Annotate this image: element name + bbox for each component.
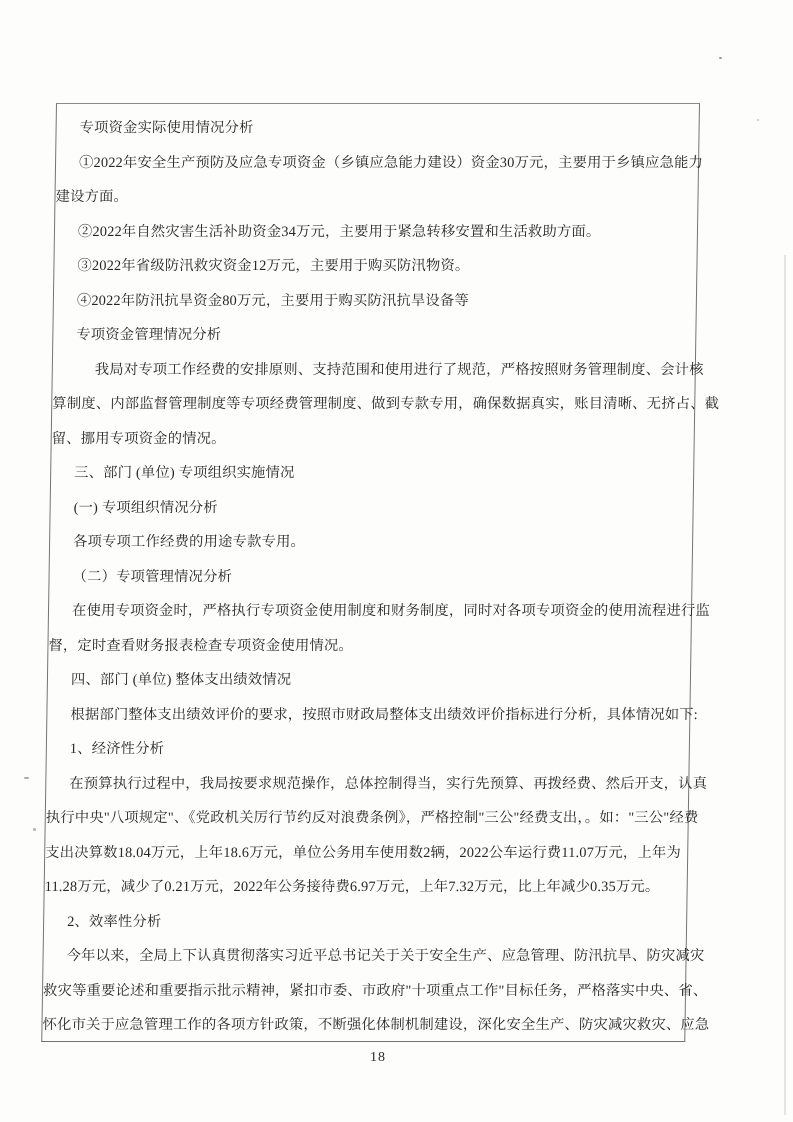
- paragraph-line: ①2022年安全生产预防及应急专项资金（乡镇应急能力建设）资金30万元，主要用于乡镇应急能力: [78, 154, 704, 171]
- paragraph-line: 建设方面。: [55, 189, 129, 205]
- paragraph-line: 根据部门整体支出绩效评价的要求，按照市财政局整体支出绩效评价指标进行分析，具体情况如下:: [70, 706, 699, 723]
- document-table-cell: [41, 103, 720, 1042]
- paragraph-line: 算制度、内部监督管理制度等专项经费管理制度、做到专款专用，确保数据真实，账目清晰、无挤占、截: [52, 396, 720, 412]
- paragraph-line: 救灾等重要论述和重要指示批示精神，紧扣市委、市政府"十项重点工作"目标任务，严格落实中央、省、: [42, 982, 708, 999]
- scan-speck: [33, 828, 36, 831]
- paragraph-line: 11.28万元，减少了0.21万元，2022年公务接待费6.97万元，上年7.32万元，比上年减少0.35万元。: [44, 879, 660, 895]
- paragraph-line: 各项专项工作经费的用途专款专用。: [72, 534, 306, 550]
- paragraph-line: 我局对专项工作经费的安排原则、支持范围和使用进行了规范，严格按照财务管理制度、会计核: [94, 361, 704, 378]
- subsection-heading-line: （二）专项管理情况分析: [72, 568, 233, 585]
- paragraph-line: 支出决算数18.04万元，上年18.6万元，单位公务用车使用数2辆，2022公车运行费11.07万元，上年为: [45, 844, 682, 861]
- subsection-heading-line: (一) 专项组织情况分析: [73, 499, 218, 516]
- scan-speck: [757, 119, 759, 121]
- paragraph-line: 留、挪用专项资金的情况。: [51, 430, 226, 447]
- subsection-heading-line: 专项资金实际使用情况分析: [79, 120, 254, 136]
- paragraph-line: ③2022年省级防汛救灾资金12万元，主要用于购买防汛物资。: [77, 258, 470, 274]
- subsection-heading-line: 专项资金管理情况分析: [76, 327, 222, 343]
- subsection-heading-line: 2、效率性分析: [67, 913, 162, 930]
- scan-speck: [24, 777, 29, 779]
- paragraph-line: 怀化市关于应急管理工作的各项方针政策，不断强化体制机制建设，深化安全生产、防灾减灾救灾、应急: [42, 1017, 710, 1033]
- paragraph-line: ②2022年自然灾害生活补助资金34万元，主要用于紧急转移安置和生活救助方面。: [77, 223, 601, 240]
- paragraph-line: 督，定时查看财务报表检查专项资金使用情况。: [48, 637, 354, 654]
- section-heading-line: 三、部门 (单位) 专项组织实施情况: [74, 465, 295, 481]
- subsection-heading-line: 1、经济性分析: [69, 741, 165, 757]
- paragraph-line: 执行中央"八项规定"、《党政机关厉行节约反对浪费条例》，严格控制"三公"经费支出，。如："三公"经费: [45, 810, 699, 826]
- scan-edge-artifact: [784, 255, 786, 1115]
- page-number: 18: [370, 1050, 386, 1065]
- paragraph-line: 在预算执行过程中，我局按要求规范操作，总体控制得当，实行先预算、再拨经费、然后开支，认真: [69, 775, 708, 792]
- scan-speck: [719, 57, 722, 59]
- paragraph-line: 在使用专项资金时，严格执行专项资金使用制度和财务制度，同时对各项专项资金的使用流程进行监: [71, 603, 711, 619]
- paragraph-line: 今年以来，全局上下认真贯彻落实习近平总书记关于关于安全生产、应急管理、防汛抗旱、防灾减灾: [66, 948, 705, 964]
- paragraph-line: ④2022年防汛抗旱资金80万元，主要用于购买防汛抗旱设备等: [76, 292, 470, 309]
- section-heading-line: 四、部门 (单位) 整体支出绩效情况: [70, 672, 292, 688]
